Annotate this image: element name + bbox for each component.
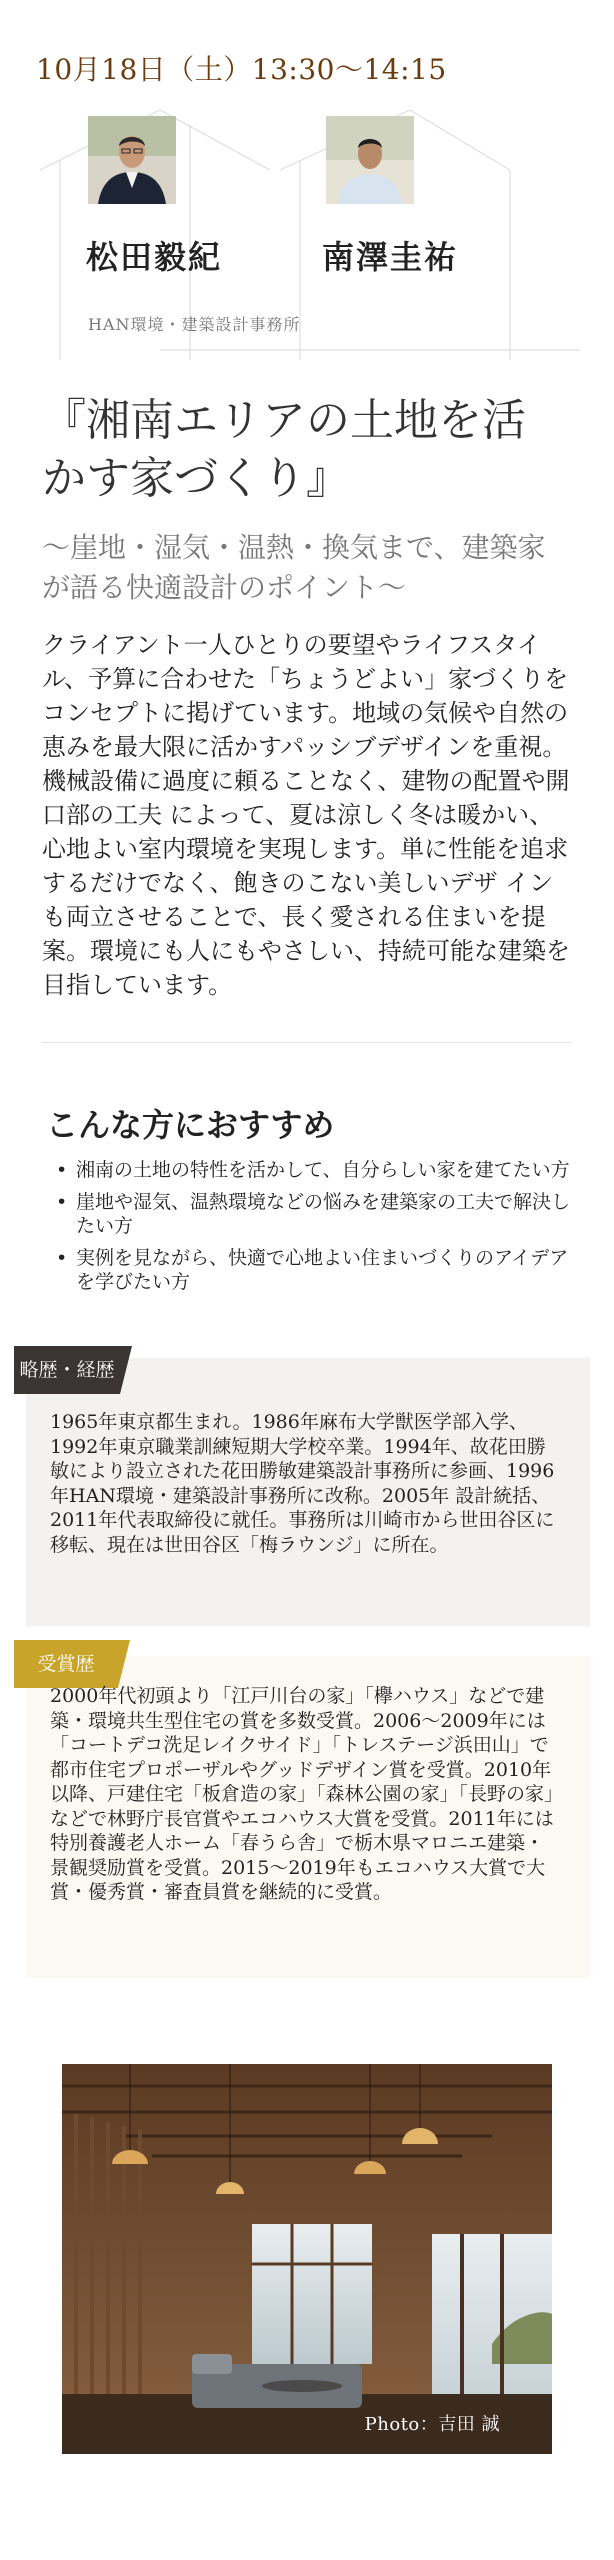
speaker-photo-matsuda [88,116,176,204]
list-item: • 崖地や湿気、温熱環境などの悩みを建築家の工夫で解決したい方 [52,1190,572,1238]
speaker-name: 南澤圭祐 [322,238,459,276]
office-name: HAN環境・建築設計事務所 [88,315,301,334]
photo-credit: Photo：吉田 誠 [364,2414,500,2435]
awards-text: 2000年代初頭より「江戸川台の家」「欅ハウス」などで建築・環境共生型住宅の賞を多数受賞。2006〜2009年には「コートデコ洗足レイクサイド」「トレステージ浜田山」で都市住宅プロポーザルやグッドデザイン賞を受賞。2010年以降、戸建住宅「板倉造の家」「森林公園の家」「長野の家」などで林野庁長官賞やエコハウス大賞を受賞。2011年には特別養護老人ホーム「春うら舎」で栃木県マロニエ建築・景観奨励賞を受賞。2015〜2019年もエコハウス大賞で大賞・優秀賞・審査員賞を継続的に受賞。 [50,1685,554,1903]
interior-photo [62,2064,552,2454]
biography-text: 1965年東京都生まれ。1986年麻布大学獣医学部入学、1992年東京職業訓練短期大学校卒業。1994年、故花田勝敏により設立された花田勝敏建築設計事務所に参画、1996年HAN環境・建築設計事務所に改称。2005年 設計統括、2011年代表取締役に就任。事務所は川崎市から世田谷区に移転、現在は世田谷区「梅ラウンジ」に所在。 [50,1411,555,1556]
intro-paragraph: クライアント一人ひとりの要望やライフスタイル、予算に合わせた「ちょうどよい」家づくりをコンセプトに掲げています。地域の気候や自然の恵みを最大限に活かすパッシブデザインを重視。機械設備に過度に頼ることなく、建物の配置や開口部の工夫 によって、夏は涼しく冬は暖かい、心地よい室内環境を実現します。単に性能を追求するだけでなく、飽きのこない美しいデザ インも両立させることで、長く愛される住まいを提案。環境にも人にもやさしい、持続可能な建築を目指しています。 [42,631,570,999]
seminar-title: 『湘南エリアの土地を活かす家づくり』 [42,395,526,504]
list-item: • 実例を見ながら、快適で心地よい住まいづくりのアイデアを学びたい方 [52,1246,572,1294]
recommend-heading: こんな方におすすめ [46,1106,335,1144]
event-date: 10月18日（土）13:30〜14:15 [36,53,447,86]
seminar-subtitle: 〜崖地・湿気・温熱・換気まで、建築家が語る快適設計のポイント〜 [42,531,546,604]
speaker-photo-minamisawa [326,116,414,204]
awards-label: 受賞歴 [14,1640,118,1688]
biography-label: 略歴・経歴 [14,1346,120,1394]
section-divider [42,1042,572,1043]
speaker-name: 松田毅紀 [86,238,223,276]
recommend-list [52,1158,572,1302]
list-item: • 湘南の土地の特性を活かして、自分らしい家を建てたい方 [52,1158,572,1182]
